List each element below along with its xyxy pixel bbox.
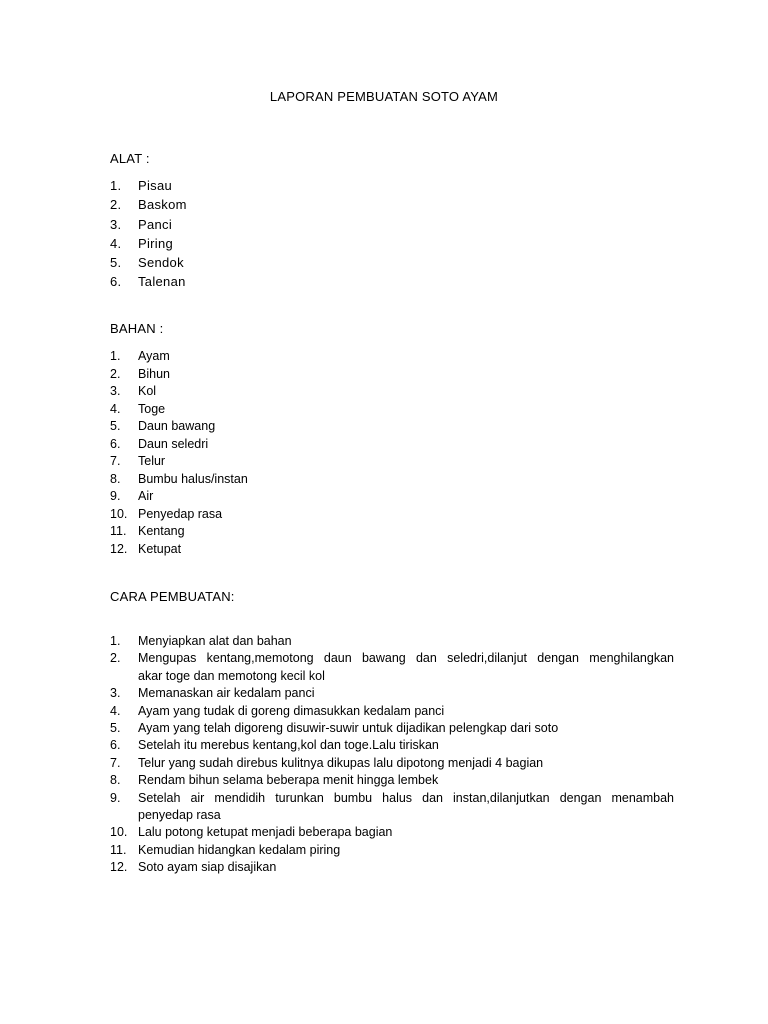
list-item [110,541,248,559]
item-text: Bihun [138,366,170,381]
list-item [110,348,248,366]
item-number: 8. [110,471,121,486]
list-item [110,234,187,253]
item-text: Sendok [138,255,184,271]
item-number: 4. [110,235,122,251]
item-number: 1. [110,349,121,363]
item-number: 5. [110,255,122,271]
item-text: Ayam yang tudak di goreng dimasukkan kedalam panci [138,703,445,718]
list-item [110,737,674,754]
item-text: Soto ayam siap disajikan [138,860,277,875]
item-text-line: Mengupas kentang,memotong daun bawang dan seledri,dilanjut dengan menghilangkan [138,651,674,666]
list-item [110,453,248,471]
list-item [110,195,187,214]
item-text: Menyiapkan alat dan bahan [138,634,292,648]
item-text: Kemudian hidangkan kedalam piring [138,842,341,857]
list-item [110,418,248,436]
list-item [110,215,187,234]
item-number: 6. [110,436,121,451]
item-text-line: penyedap rasa [138,808,221,823]
item-number: 1. [110,634,121,648]
alat-list [110,176,187,292]
item-text: Baskom [138,197,187,213]
item-text: Daun seledri [138,436,209,451]
bahan-heading: BAHAN : [110,321,164,336]
item-number: 1. [110,178,122,193]
list-item [110,685,674,702]
item-text: Ketupat [138,541,182,556]
item-text: Lalu potong ketupat menjadi beberapa bagian [138,825,393,840]
item-number: 11. [110,524,127,538]
item-number: 7. [110,454,121,468]
item-text-line: akar toge dan memotong kecil kol [138,668,325,683]
document-title: LAPORAN PEMBUATAN SOTO AYAM [269,89,499,104]
list-item [110,488,248,506]
item-number: 7. [110,755,121,770]
list-item [110,824,674,841]
item-text: Rendam bihun selama beberapa menit hingga lembek [138,773,439,788]
item-number: 8. [110,773,121,788]
item-number: 10. [110,825,128,840]
list-item [110,436,248,454]
item-number: 4. [110,703,121,718]
list-item [110,633,674,650]
item-text: Pisau [138,178,173,193]
item-number: 2. [110,651,121,666]
list-item [110,650,674,685]
item-number: 9. [110,790,121,805]
list-item [110,506,248,524]
item-text: Toge [138,401,166,416]
item-text: Telur [138,454,166,468]
item-text: Telur yang sudah direbus kulitnya dikupas lalu dipotong menjadi 4 bagian [138,755,544,770]
item-text: Kentang [138,524,185,538]
item-number: 11. [110,842,127,857]
item-text [138,790,674,825]
list-item [110,755,674,772]
list-item [110,790,674,825]
item-number: 2. [110,197,122,213]
item-text: Penyedap rasa [138,506,223,521]
item-number: 6. [110,738,121,753]
item-number: 12. [110,541,128,556]
item-number: 6. [110,274,122,290]
list-item [110,720,674,737]
item-text: Ayam [138,349,170,363]
item-number: 2. [110,366,121,381]
item-number: 9. [110,489,121,503]
item-text: Kol [138,384,157,398]
list-item [110,401,248,419]
item-number: 3. [110,216,122,232]
item-text: Ayam yang telah digoreng disuwir-suwir untuk dijadikan pelengkap dari soto [138,721,559,736]
cara-heading: CARA PEMBUATAN: [110,589,235,604]
item-number: 3. [110,384,121,398]
list-item [110,366,248,384]
item-number: 10. [110,506,128,521]
cara-list [110,633,674,877]
item-text: Air [138,489,154,503]
list-item [110,383,248,401]
list-item [110,471,248,489]
item-number: 3. [110,686,121,701]
alat-heading: ALAT : [110,151,150,166]
list-item [110,703,674,720]
list-item [110,176,187,195]
item-number: 4. [110,401,121,416]
list-item [110,842,674,859]
list-item [110,772,674,789]
item-text: Setelah itu merebus kentang,kol dan toge.Lalu tiriskan [138,738,439,753]
list-item [110,253,187,272]
item-text: Talenan [138,274,186,290]
list-item [110,523,248,541]
item-text: Memanaskan air kedalam panci [138,686,315,701]
item-number: 5. [110,721,121,736]
item-text: Daun bawang [138,419,216,433]
item-number: 12. [110,860,128,875]
item-text: Bumbu halus/instan [138,471,248,486]
item-text: Panci [138,216,173,232]
bahan-list [110,348,248,558]
item-text-line: Setelah air mendidih turunkan bumbu halus dan instan,dilanjutkan dengan menambah [138,790,674,805]
item-text [138,650,674,685]
list-item [110,859,674,876]
item-number: 5. [110,419,121,433]
item-text: Piring [138,235,174,251]
list-item [110,272,187,291]
